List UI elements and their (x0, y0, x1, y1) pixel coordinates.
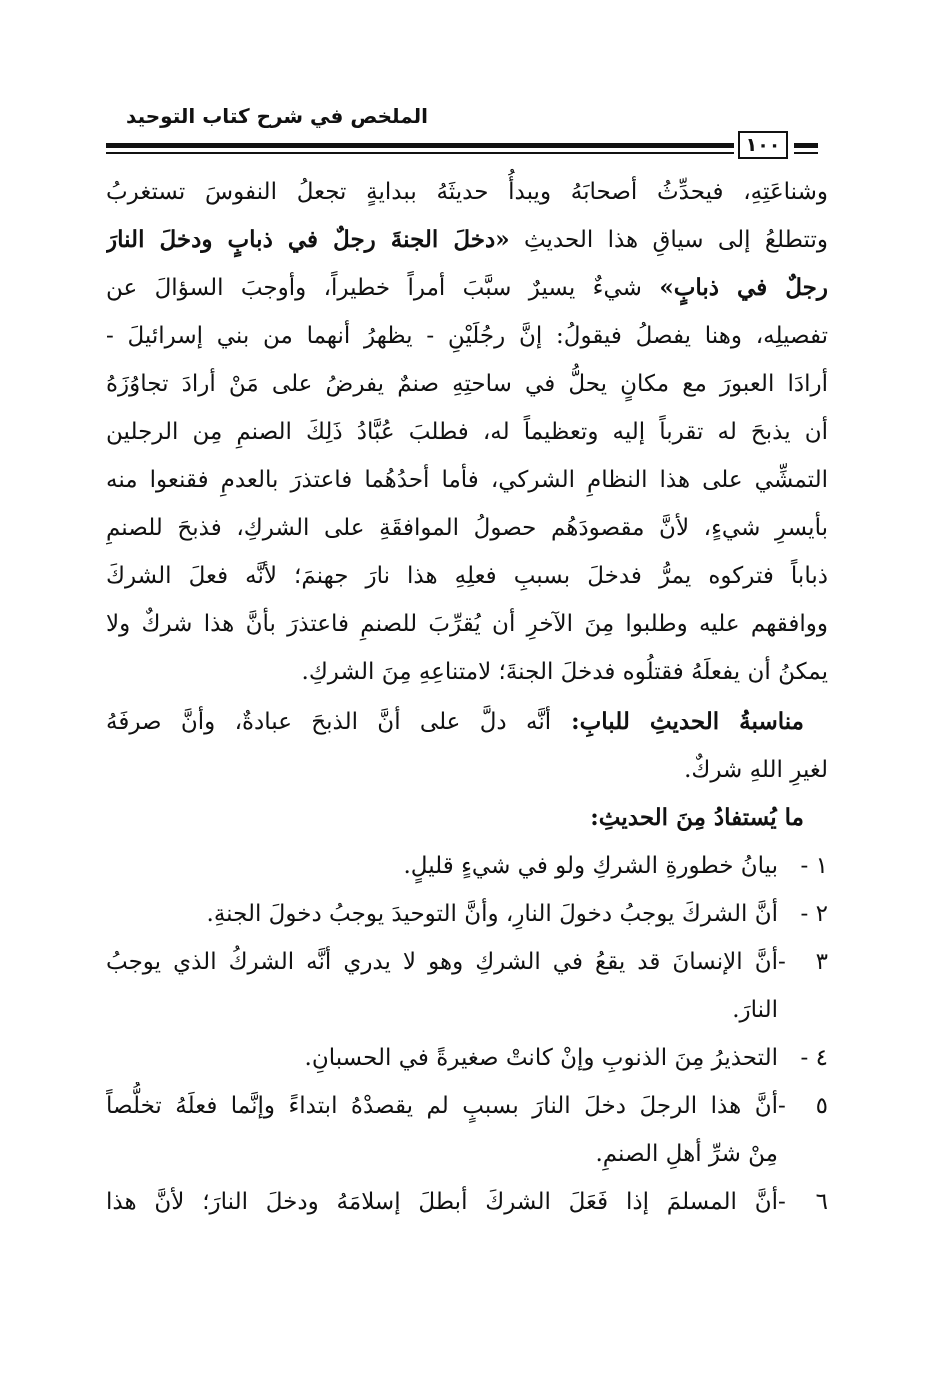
hadith-quote-end: رجلٌ في ذبابٍ» (659, 274, 828, 301)
item-number: ٢ - (800, 901, 828, 927)
item-text: أنَّ الإنسانَ قد يقعُ في الشركِ وهو لا يدري أنَّه الشركُ الذي يوجبُ (106, 949, 778, 975)
item-number: ١ - (800, 853, 828, 879)
benefit-item-1 (106, 842, 828, 890)
item-text: أنَّ هذا الرجلَ دخلَ النارَ بسببٍ لم يقصدْهُ ابتداءً وإنَّما فعلَهُ تخلُّصاً (106, 1093, 778, 1119)
item-text: أنَّ المسلمَ إذا فَعَلَ الشركَ أبطلَ إسلامَهُ ودخلَ النارَ؛ لأنَّ هذا (106, 1189, 778, 1215)
header-rule-right-thick (794, 143, 818, 148)
item-text: التحذيرُ مِنَ الذنوبِ وإنْ كانتْ صغيرةً في الحسبانِ. (304, 1045, 778, 1071)
item-number: ٤ - (800, 1045, 828, 1071)
relevance-heading: مناسبةُ الحديثِ للبابِ: (551, 708, 804, 735)
relevance-line (106, 698, 804, 746)
benefits-heading: ما يُستفادُ مِنَ الحديثِ: (590, 804, 804, 831)
item-number: ٥ - (778, 1093, 828, 1119)
benefit-item-2 (106, 890, 828, 938)
page-body (106, 168, 828, 1268)
header-rule-right-thin (794, 152, 818, 154)
text-line-4: تفصيلِه، وهنا يفصلُ فيقولُ: إنَّ رجُلَيْنِ - يظهرُ أنهما من بني إسرائيلَ - (106, 323, 828, 349)
text-line-3 (106, 264, 828, 312)
text-line-10: ووافقهم عليه وطلبوا مِنَ الآخرِ أن يُقرِّبَ للصنمِ فاعتذرَ بأنَّ هذا شركٌ ولا (106, 611, 828, 637)
benefit-item-4 (106, 1034, 828, 1082)
benefit-item-3 (106, 938, 828, 986)
text-line-5: أرادَا العبورَ مع مكانٍ يحلُّ في ساحتِهِ صنمٌ يفرضُ على مَنْ أرادَ تجاوُزَهُ (106, 371, 828, 397)
text-line-9: ذباباً فتركوه يمرُّ فدخلَ بسببِ فعلِهِ هذا نارَ جهنمَ؛ لأنَّه فعلَ الشركَ (106, 563, 828, 589)
item-number: ٣ - (778, 949, 828, 975)
item-text: بيانُ خطورةِ الشركِ ولو في شيءٍ قليلٍ. (403, 853, 778, 879)
text-line-1: وشناعَتِهِ، فيحدِّثُ أصحابَهُ ويبدأُ حديثَهُ ببدايةٍ تجعلُ النفوسَ تستغربُ (106, 179, 828, 205)
text-line-11: يمكنُ أن يفعلَهُ فقتلُوه فدخلَ الجنةَ؛ لامتناعِهِ مِنَ الشركِ. (301, 659, 828, 685)
running-header: الملخص في شرح كتاب التوحيد (126, 104, 428, 128)
benefit-item-3-cont: النارَ. (732, 997, 778, 1023)
benefit-item-6 (106, 1178, 828, 1226)
benefit-item-5-cont: مِنْ شرِّ أهلِ الصنمِ. (595, 1141, 778, 1167)
text-segment: وتتطلعُ إلى سياقِ هذا الحديثِ (509, 227, 828, 253)
header-rule-thick (106, 143, 734, 148)
text-line-2 (106, 216, 828, 264)
text-line-8: بأيسرِ شيءٍ، لأنَّ مقصودَهُم حصولُ الموافقَةِ على الشركِ، فذبحَ للصنمِ (106, 515, 828, 541)
text-line-7: التمشِّي على هذا النظامِ الشركي، فأما أحدُهُما فاعتذرَ بالعدمِ فقنعوا منه (106, 467, 828, 493)
hadith-quote: «دخلَ الجنةَ رجلٌ في ذبابٍ ودخلَ النارَ (106, 226, 510, 253)
benefit-item-5 (106, 1082, 828, 1130)
text-line-6: أن يذبحَ له تقرباً إليه وتعظيماً له، فطلبَ عُبَّادُ ذَلِكَ الصنمِ مِن الرجلين (106, 419, 828, 445)
text-segment: شيءٌ يسيرٌ سبَّبَ أمراً خطيراً، وأوجبَ السؤالَ عن (106, 275, 660, 301)
page-number: ١٠٠ (738, 131, 788, 159)
relevance-text: أنَّه دلَّ على أنَّ الذبحَ عبادةٌ، وأنَّ صرفَهُ (106, 709, 552, 735)
relevance-line-end: لغيرِ اللهِ شركٌ. (684, 757, 828, 783)
item-number: ٦ - (778, 1189, 828, 1215)
item-text: أنَّ الشركَ يوجبُ دخولَ النارِ، وأنَّ التوحيدَ يوجبُ دخولَ الجنةِ. (206, 901, 778, 927)
header-rule-thin (106, 152, 734, 154)
